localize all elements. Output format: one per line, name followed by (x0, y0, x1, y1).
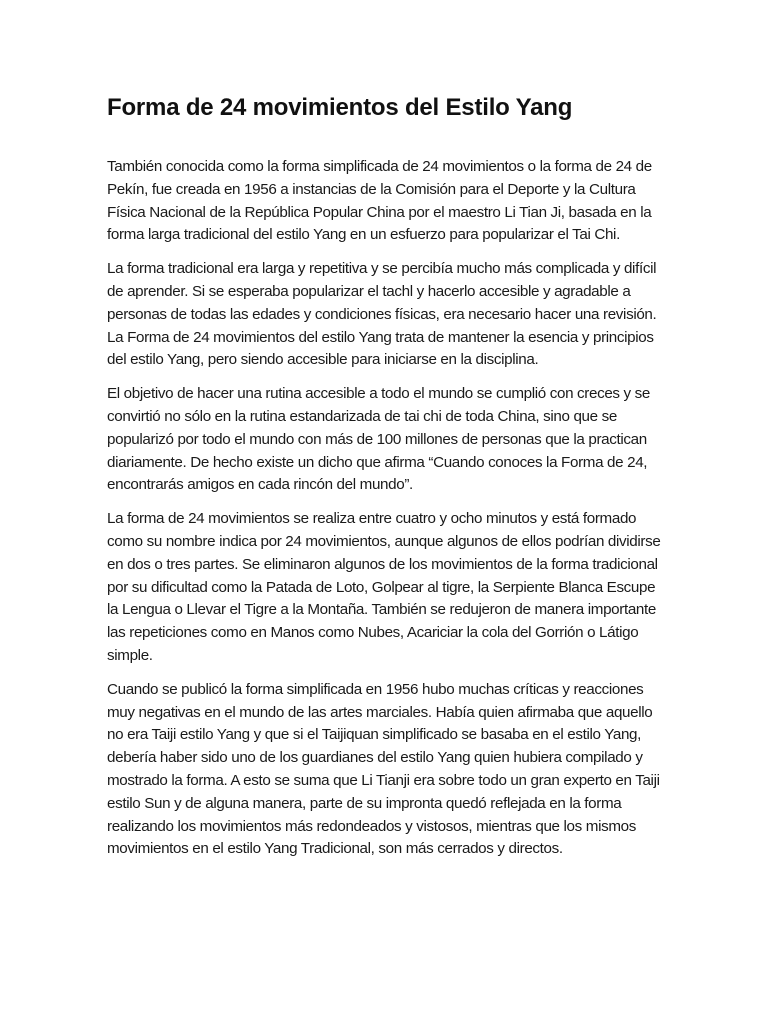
paragraph-2: La forma tradicional era larga y repetitiva y se percibía mucho más complicada y difícil de aprender. Si se esperaba popularizar el tachl y hacerlo accesible y agradable a personas de todas las edades y condiciones físicas, era necesario hacer una revisión. La Forma de 24 movimientos del estilo Yang trata de mantener la esencia y principios del estilo Yang, pero siendo accesible para iniciarse en la disciplina. (107, 260, 657, 369)
document-body (107, 156, 663, 861)
paragraph-4: La forma de 24 movimientos se realiza entre cuatro y ocho minutos y está formado como su nombre indica por 24 movimientos, aunque algunos de ellos podrían dividirse en dos o tres partes. Se eliminaron algunos de los movimientos de la forma tradicional por su dificultad como la Patada de Loto, Golpear al tigre, la Serpiente Blanca Escupe la Lengua o Llevar el Tigre a la Montaña. También se redujeron de manera importante las repeticiones como en Manos como Nubes, Acariciar la cola del Gorrión o Látigo simple. (107, 510, 661, 664)
paragraph-3: El objetivo de hacer una rutina accesible a todo el mundo se cumplió con creces y se convirtió no sólo en la rutina estandarizada de tai chi de toda China, sino que se popularizó por todo el mundo con más de 100 millones de personas que la practican diariamente. De hecho existe un dicho que afirma “Cuando conoces la Forma de 24, encontrarás amigos en cada rincón del mundo”. (107, 385, 650, 494)
document-title: Forma de 24 movimientos del Estilo Yang (107, 94, 573, 121)
paragraph-5: Cuando se publicó la forma simplificada en 1956 hubo muchas críticas y reacciones muy negativas en el mundo de las artes marciales. Había quien afirmaba que aquello no era Taiji estilo Yang y que si el Taijiquan simplificado se basaba en el estilo Yang, debería haber sido uno de los guardianes del estilo Yang quien hubiera compilado y mostrado la forma. A esto se suma que Li Tianji era sobre todo un gran experto en Taiji estilo Sun y de alguna manera, parte de su impronta quedó reflejada en la forma realizando los movimientos más redondeados y vistosos, mientras que los mismos movimientos en el estilo Yang Tradicional, son más cerrados y directos. (107, 680, 660, 858)
document-page (107, 92, 663, 872)
paragraph-1: También conocida como la forma simplificada de 24 movimientos o la forma de 24 de Pekín, fue creada en 1956 a instancias de la Comisión para el Deporte y la Cultura Física Nacional de la República Popular China por el maestro Li Tian Ji, basada en la forma larga tradicional del estilo Yang en un esfuerzo para popularizar el Tai Chi. (107, 158, 652, 244)
